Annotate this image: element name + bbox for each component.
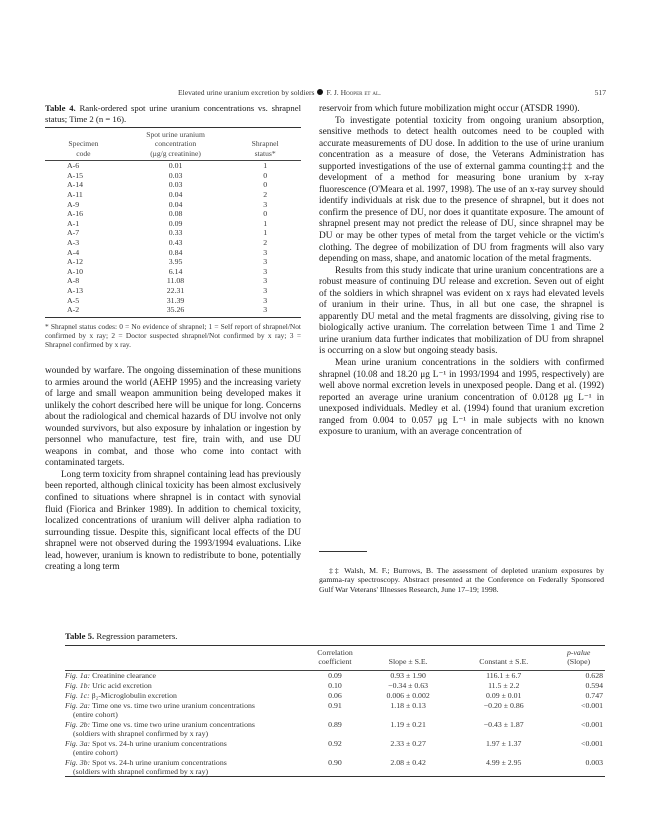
regression-subgroup: (entire cohort)	[73, 748, 118, 757]
correlation-value: 0.89	[328, 719, 342, 729]
shrapnel-status: 3	[263, 199, 268, 209]
table-5-label: Table 5.	[65, 631, 95, 641]
regression-description: Time one vs. time two urine uranium concentrations	[91, 719, 255, 729]
regression-label	[65, 738, 307, 757]
table-4-row	[45, 209, 301, 219]
table-4-header-concentration: Spot urine uranium concentration (μg/g creatinine)	[146, 130, 205, 158]
p-value: 0.594	[585, 681, 603, 691]
p-value: 0.003	[585, 757, 603, 767]
table-5-header-blank	[65, 646, 307, 671]
table-4-row	[45, 257, 301, 267]
shrapnel-status: 3	[263, 305, 268, 315]
shrapnel-status: 3	[263, 266, 268, 276]
table-4-footnote: * Shrapnel status codes: 0 = No evidence of shrapnel; 1 = Self report of shrapnel/Not confirmed by x ray; 2 = Doctor suspected shrapnel/Not confirmed by x ray; 3 = Shrapnel confirmed by x ray.	[45, 321, 301, 349]
paragraph: Long term toxicity from shrapnel containing lead has previously been reported, although clinical toxicity has been almost exclusively confined to situations where shrapnel is in contact with synovial fluid (Fiorica and Brinker 1989). In addition to chemical toxicity, localized concentrations of uranium will deliver alpha radiation to surrounding tissue. Despite this, significant local effects of the DU shrapnel were not observed during the 1993/1994 evaluations. Like lead, however, uranium is known to redistribute to bone, potentially creating a long term	[45, 469, 301, 573]
table-4-body	[45, 161, 301, 318]
table-4-row	[45, 305, 301, 317]
concentration-value: 0.33	[168, 228, 183, 238]
figure-reference: Fig. 1a:	[65, 671, 91, 681]
table-4-row	[45, 161, 301, 171]
running-head-title: Elevated urine uranium excretion by soldiers	[178, 88, 315, 97]
page-number: 517	[594, 88, 606, 97]
table-4-caption	[45, 103, 301, 124]
specimen-code: A-2	[67, 305, 80, 315]
footnote	[319, 566, 604, 594]
regression-subgroup: (soldiers with shrapnel confirmed by x ray)	[73, 767, 209, 776]
p-value: 0.747	[585, 691, 603, 700]
table-4-row	[45, 276, 301, 286]
table-5-caption-text: Regression parameters.	[96, 631, 178, 641]
specimen-code: A-11	[67, 190, 83, 199]
correlation-value: 0.90	[328, 757, 342, 767]
concentration-value: 0.84	[168, 247, 183, 257]
regression-description: Time one vs. time two urine uranium concentrations	[91, 700, 255, 710]
paragraph: To investigate potential toxicity from ongoing uranium absorption, sensitive methods to detect health outcomes need to be coupled with accurate measurements of DU dose. In addition to the use of urine uranium concentration as a measure of dose, the Veterans Administration has supported investigations of the use of external gamma counting‡‡ and the development of a method for measuring bone uranium by x-ray fluorescence (O'Meara et al. 1997, 1998). The use of an x-ray survey should identify individuals at risk due to the presence of shrapnel, but it does not confirm the presence of DU, nor does it quantitate exposure. The amount of shrapnel present may not predict the release of DU, since shrapnel may be DU or may be other types of metal from the target vehicle or the victim's clothing. The degree of mobilization of DU from fragments will also vary depending on mass, shape, and anatomic location of the metal fragments.	[319, 115, 604, 265]
table-4-label: Table 4.	[45, 103, 76, 113]
regression-label	[65, 681, 307, 691]
table-4-header-row	[45, 128, 301, 161]
table-5-row	[65, 681, 605, 691]
slope-value: 1.19 ± 0.21	[390, 719, 426, 729]
paragraph: Results from this study indicate that urine uranium concentrations are a robust measure of continuing DU release and excretion. Seven out of eight of the soldiers in which shrapnel was evident on x rays had elevated levels of uranium in their urine. Thus, in all but one case, the shrapnel is apparently DU metal and the metal fragments are dissolving, giving rise to biologically active uranium. The correlation between Time 1 and Time 2 urine uranium data further indicates that mobilization of DU from shrapnel is occurring on a slow but ongoing steady basis.	[319, 265, 604, 357]
regression-description: Uric acid excretion	[92, 681, 152, 691]
constant-value: −0.43 ± 1.87	[483, 719, 524, 729]
regression-description: Creatinine clearance	[92, 671, 156, 681]
table-4-row	[45, 267, 301, 277]
correlation-value: 0.91	[328, 700, 342, 710]
table-5-row	[65, 700, 605, 719]
paragraph: Mean urine uranium concentrations in the soldiers with confirmed shrapnel (10.08 and 18.20 μg L⁻¹ in 1993/1994 and 1995, respectively) are well above normal excretion levels in unexposed people. Dang et al. (1992) reported an average urine uranium concentration of 0.0128 μg L⁻¹ in unexposed individuals. Medley et al. (1994) found that uranium excretion ranged from 0.004 to 0.057 μg L⁻¹ in male subjects with no known exposure to uranium, with an average concentration of	[319, 358, 604, 438]
table-5-row	[65, 757, 605, 777]
footnote-divider	[319, 551, 367, 552]
right-column	[319, 104, 604, 439]
concentration-value: 0.03	[168, 180, 183, 190]
footnote-text: ‡‡ Walsh, M. F.; Burrows, B. The assessment of depleted uranium exposures by gamma-ray spectroscopy. Abstract presented at the Conference on Federally Sponsored Gulf War Veterans' Illnesses Research, June 17–19; 1998.	[319, 566, 604, 594]
correlation-value: 0.09	[328, 671, 342, 681]
correlation-value: 0.92	[328, 738, 342, 748]
table-4-row	[45, 200, 301, 210]
regression-subgroup: (entire cohort)	[73, 710, 118, 719]
table-5-header-slope: Slope ± S.E.	[388, 657, 428, 667]
specimen-code: A-4	[67, 247, 80, 257]
constant-value: 11.5 ± 2.2	[488, 681, 520, 691]
shrapnel-status: 0	[263, 180, 268, 190]
p-value: <0.001	[581, 719, 603, 729]
regression-label	[65, 757, 307, 777]
paragraph: reservoir from which future mobilization might occur (ATSDR 1990).	[319, 104, 580, 114]
regression-description: Spot vs. 24-h urine uranium concentrations	[92, 757, 227, 767]
table-5-caption	[65, 631, 605, 641]
figure-reference: Fig. 3a:	[65, 738, 91, 748]
constant-value: 116.1 ± 6.7	[486, 671, 522, 681]
concentration-value: 0.43	[168, 237, 183, 247]
table-4-row	[45, 219, 301, 229]
regression-label	[65, 690, 307, 700]
table-4-grid	[45, 127, 301, 318]
specimen-code: A-1	[67, 218, 80, 228]
table-4-caption-text: Rank-ordered spot urine uranium concentrations vs. shrapnel status; Time 2 (n = 16).	[45, 103, 301, 124]
figure-reference: Fig. 3b:	[65, 757, 91, 767]
concentration-value: 0.04	[168, 199, 183, 209]
regression-subgroup: (soldiers with shrapnel confirmed by x ray)	[73, 729, 209, 738]
specimen-code: A-15	[67, 170, 84, 180]
regression-description: β₂-Microglobulin excretion	[91, 691, 177, 700]
specimen-code: A-13	[67, 285, 84, 295]
table-4-header-shrapnel: Shrapnel status*	[251, 139, 279, 158]
concentration-value: 0.04	[168, 190, 183, 199]
shrapnel-status: 2	[263, 237, 268, 247]
shrapnel-status: 1	[263, 161, 268, 171]
shrapnel-status: 3	[263, 285, 268, 295]
shrapnel-status: 3	[263, 247, 268, 257]
bullet-icon	[317, 89, 323, 95]
figure-reference: Fig. 2b:	[65, 719, 91, 729]
specimen-code: A-10	[67, 266, 84, 276]
table-4-row	[45, 248, 301, 258]
regression-label	[65, 700, 307, 719]
shrapnel-status: 1	[263, 228, 268, 238]
regression-description: Spot vs. 24-h urine uranium concentrations	[92, 738, 227, 748]
constant-value: 0.09 ± 0.01	[485, 691, 522, 700]
table-5-row	[65, 690, 605, 700]
correlation-value: 0.10	[328, 681, 342, 691]
p-value: <0.001	[581, 700, 603, 710]
figure-reference: Fig. 1b:	[65, 681, 91, 691]
table-4-row	[45, 180, 301, 190]
shrapnel-status: 0	[263, 209, 268, 219]
slope-value: 0.006 ± 0.002	[386, 691, 430, 700]
concentration-value: 3.95	[168, 257, 183, 267]
running-head-authors: F. J. Hooper et al.	[326, 88, 381, 97]
table-5-grid	[65, 645, 605, 777]
table-4-row	[45, 228, 301, 238]
p-value: 0.628	[585, 671, 603, 681]
left-column	[45, 366, 301, 574]
specimen-code: A-9	[67, 199, 80, 209]
specimen-code: A-7	[67, 228, 80, 238]
constant-value: −0.20 ± 0.86	[483, 700, 524, 710]
table-4-row	[45, 238, 301, 248]
paragraph: wounded by warfare. The ongoing dissemination of these munitions to armies around the world (AEHP 1995) and the increasing variety of large and small weapon ammunition being developed makes it unlikely the cohort described here will be unique for long. Concerns about the radiological and chemical hazards of DU involve not only wounded survivors, but also exposure by inhalation or ingestion by personnel who manufacture, test fire, train with, and use DU weapons in combat, and those who come into contact with contaminated targets.	[45, 366, 301, 469]
slope-value: 2.08 ± 0.42	[390, 757, 426, 767]
concentration-value: 0.01	[168, 161, 183, 171]
specimen-code: A-3	[67, 237, 80, 247]
concentration-value: 31.39	[166, 295, 185, 305]
table-5-header-pvalue: p-value (Slope)	[566, 648, 591, 667]
shrapnel-status: 1	[263, 218, 268, 228]
concentration-value: 0.08	[168, 209, 183, 219]
specimen-code: A-12	[67, 257, 84, 267]
table-4-row	[45, 286, 301, 296]
concentration-value: 22.31	[166, 285, 185, 295]
table-4-row	[45, 296, 301, 306]
table-5-body	[65, 670, 605, 776]
concentration-value: 0.03	[168, 170, 183, 180]
shrapnel-status: 0	[263, 170, 268, 180]
correlation-value: 0.06	[328, 691, 342, 700]
figure-reference: Fig. 1c:	[65, 691, 90, 700]
regression-label	[65, 670, 307, 680]
constant-value: 4.99 ± 2.95	[485, 757, 522, 767]
shrapnel-status: 3	[263, 276, 268, 286]
p-value: <0.001	[581, 738, 603, 748]
shrapnel-status: 3	[263, 295, 268, 305]
slope-value: 1.18 ± 0.13	[390, 700, 426, 710]
specimen-code: A-16	[67, 209, 84, 219]
slope-value: 0.93 ± 1.90	[390, 671, 426, 681]
constant-value: 1.97 ± 1.37	[485, 738, 522, 748]
concentration-value: 6.14	[168, 266, 183, 276]
table-4	[45, 103, 301, 349]
concentration-value: 35.26	[166, 305, 185, 315]
table-5	[65, 631, 605, 777]
specimen-code: A-5	[67, 295, 80, 305]
table-5-header-correlation: Correlation coefficient	[317, 648, 353, 667]
table-5-row	[65, 670, 605, 680]
concentration-value: 0.09	[168, 218, 183, 228]
table-4-header-specimen: Specimen code	[68, 139, 99, 158]
specimen-code: A-8	[67, 276, 80, 286]
specimen-code: A-14	[67, 180, 84, 190]
slope-value: −0.34 ± 0.63	[388, 681, 429, 691]
slope-value: 2.33 ± 0.27	[390, 738, 426, 748]
table-5-header-constant: Constant ± S.E.	[479, 657, 529, 667]
table-4-row	[45, 190, 301, 200]
table-5-row	[65, 719, 605, 738]
table-5-row	[65, 738, 605, 757]
concentration-value: 11.08	[166, 276, 185, 286]
shrapnel-status: 3	[263, 257, 268, 267]
figure-reference: Fig. 2a:	[65, 700, 91, 710]
table-5-header-row	[65, 646, 605, 671]
regression-label	[65, 719, 307, 738]
table-4-row	[45, 171, 301, 181]
shrapnel-status: 2	[263, 190, 268, 199]
specimen-code: A-6	[67, 161, 80, 171]
